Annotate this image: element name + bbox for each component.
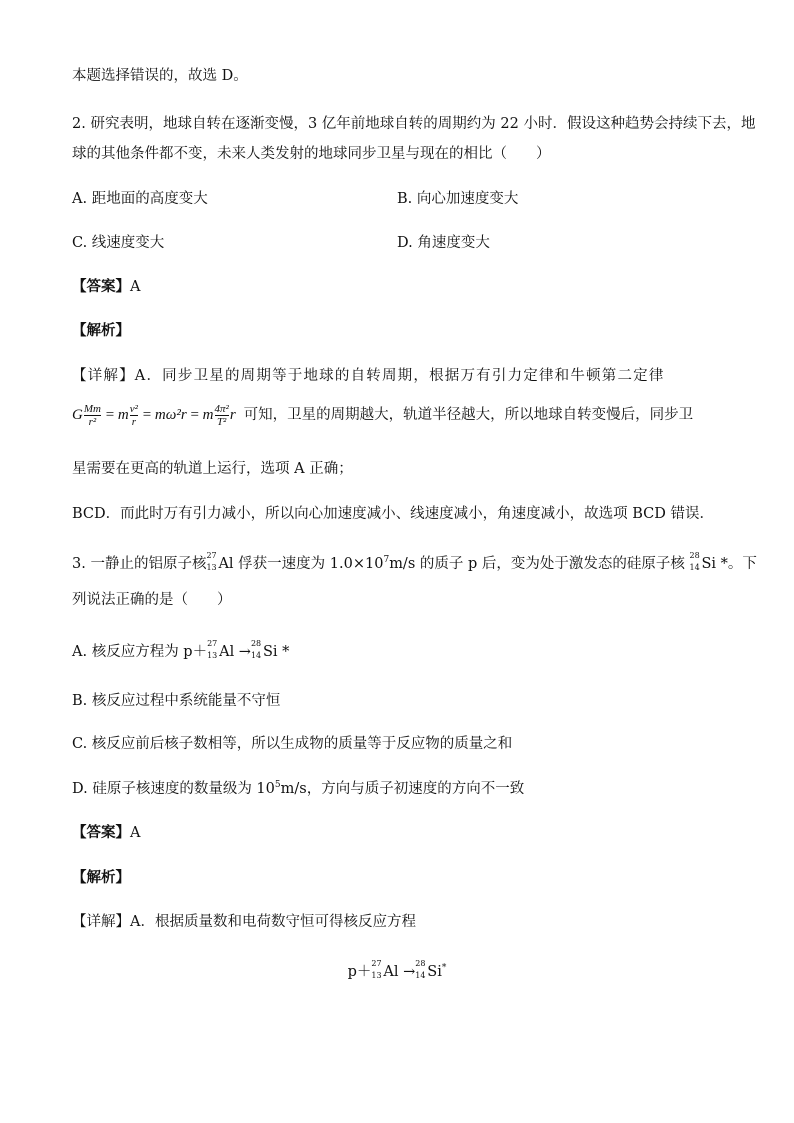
q2-option-a: A. 距地面的高度变大	[72, 191, 208, 207]
q3-option-b: B. 核反应过程中系统能量不守恒	[72, 693, 281, 709]
q3-answer-tag: 【答案】	[72, 824, 130, 841]
q3-answer-value: A	[130, 825, 141, 841]
q2-detail-line1: 【详解】A．同步卫星的周期等于地球的自转周期，根据万有引力定律和牛顿第二定律	[72, 368, 665, 384]
q3-stem-part-a: 3. 一静止的铝原子核	[72, 556, 207, 572]
q3-stem-line1	[72, 551, 757, 574]
q2-formula-line	[72, 398, 693, 432]
q3-stem-line2: 列说法正确的是（ ）	[72, 592, 232, 608]
intro-line: 本题选择错误的，故选 D。	[72, 68, 248, 84]
q2-answer	[72, 277, 140, 297]
q3-stem-part-d: Si *。下	[701, 556, 757, 572]
q2-formula-tail: 可知，卫星的周期越大，轨道半径越大，所以地球自转变慢后，同步卫	[243, 407, 694, 423]
q2-stem-line1: 2. 研究表明，地球自转在逐渐变慢，3 亿年前地球自转的周期约为 22 小时．假设这种趋势会持续下去，地	[72, 116, 756, 132]
q3-stem-part-c: m/s 的质子 p 后，变为处于激发态的硅原子核	[389, 556, 685, 572]
q3-option-c: C. 核反应前后核子数相等，所以生成物的质量等于反应物的质量之和	[72, 736, 513, 752]
q2-detail-line3: 星需要在更高的轨道上运行，选项 A 正确；	[72, 461, 353, 477]
q2-option-c: C. 线速度变大	[72, 235, 165, 251]
q2-answer-value: A	[130, 279, 141, 295]
q3-detail-line1: 【详解】A．根据质量数和电荷数守恒可得核反应方程	[72, 914, 416, 930]
nuclear-equation: p＋ 27 13 Al → 28 14 Si*	[347, 959, 447, 980]
q2-option-b: B. 向心加速度变大	[397, 191, 519, 207]
q2-detail-line4: BCD．而此时万有引力减小，所以向心加速度减小、线速度减小，角速度减小，故选项 BCD 错误．	[72, 506, 715, 522]
q2-stem-line2: 球的其他条件都不变，未来人类发射的地球同步卫星与现在的相比（ ）	[72, 146, 551, 162]
q2-option-d: D. 角速度变大	[397, 235, 490, 251]
gravitation-formula: G $\frac{Mm}{\text{r²}}$ = m $\frac{\text{v²}}{r}$ = mω²r = m $\frac{\text{4π²}}{\text{T²}}$ r	[72, 402, 236, 428]
si-isotope-notation: 28 14	[689, 551, 700, 572]
q3-analysis-tag: 【解析】	[72, 869, 130, 886]
q3-option-a: A. 核反应方程为 p＋ 27 13 Al → 28 14 Si *	[72, 639, 290, 660]
al-isotope-notation: 27 13	[206, 551, 217, 572]
q3-answer	[72, 823, 140, 843]
q3-stem-part-b: Al 俘获一速度为 1.0×10	[218, 556, 384, 572]
q2-analysis-tag: 【解析】	[72, 322, 130, 339]
q2-answer-tag: 【答案】	[72, 278, 130, 295]
q3-exponent-7: 7	[383, 555, 390, 566]
q3-option-d: D. 硅原子核速度的数量级为 $10^5m/s$，方向与质子初速度的方向不一致	[72, 780, 525, 797]
